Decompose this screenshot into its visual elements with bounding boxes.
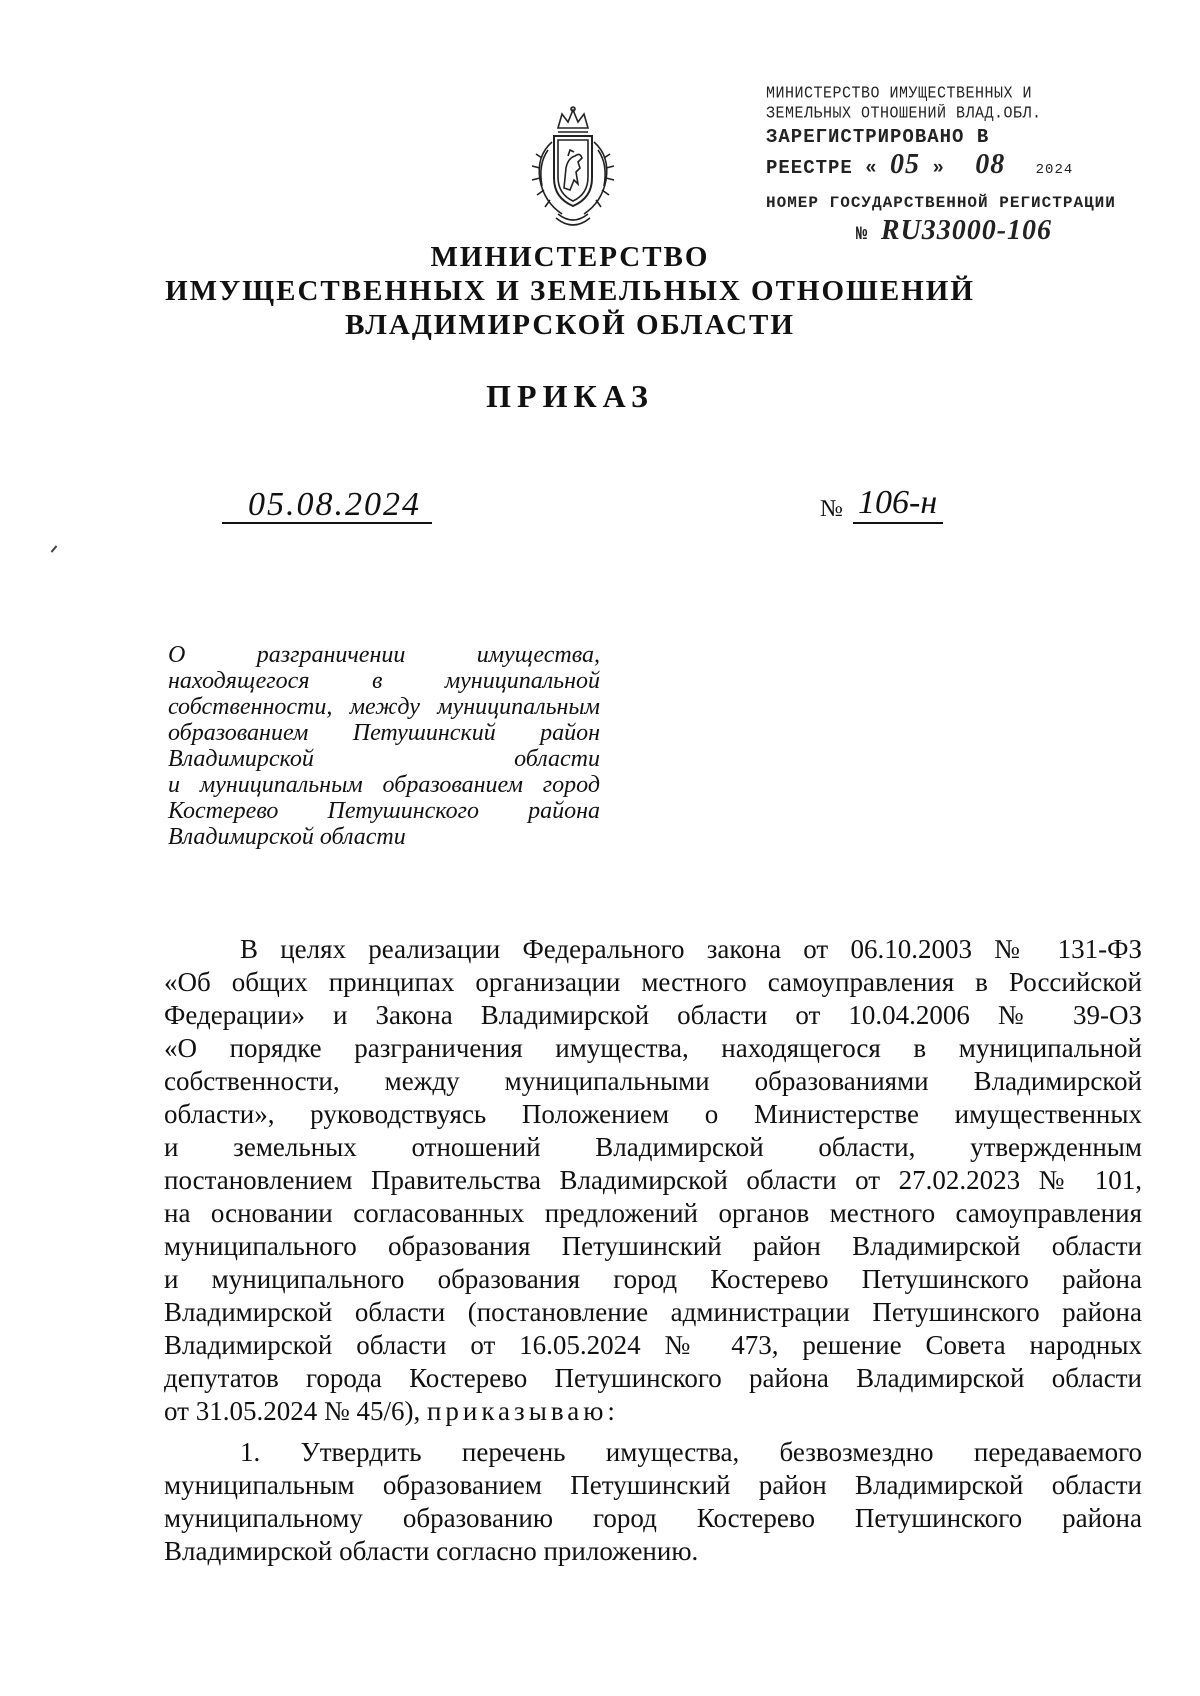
body-line: и земельных отношений Владимирской области, утвержденным <box>164 1132 1142 1162</box>
order-number-handwritten: 106-н <box>858 484 938 521</box>
order-verb-spaced: приказываю: <box>426 1396 619 1426</box>
stamp-line-3: ЗАРЕГИСТРИРОВАНО В <box>766 126 990 148</box>
ministry-header <box>0 240 1140 342</box>
stamp-month-handwritten: 08 <box>975 149 1006 180</box>
order-body <box>164 933 1142 1568</box>
subject-line: образованием Петушинский район <box>168 720 600 746</box>
stamp-line-4 <box>766 151 1176 184</box>
stamp-day-handwritten: 05 <box>890 149 921 180</box>
body-line: Федерации» и Закона Владимирской области от 10.04.2006 № 39-ОЗ <box>164 1000 1142 1030</box>
stamp-reg-number-handwritten: RU33000-106 <box>880 215 1053 246</box>
order-title: ПРИКАЗ <box>486 378 654 414</box>
point-line: муниципальным образованием Петушинский район Владимирской области <box>164 1470 1142 1500</box>
point-line: муниципальному образованию город Костерево Петушинского района <box>164 1503 1142 1533</box>
point-line: 1. Утвердить перечень имущества, безвозмездно передаваемого <box>240 1437 1142 1467</box>
body-line: «О порядке разграничения имущества, находящегося в муниципальной <box>164 1033 1142 1063</box>
stamp-year: 2024 <box>1035 162 1074 178</box>
subject-line: и муниципальным образованием город <box>168 772 600 798</box>
stamp-number-prefix: № <box>856 223 869 245</box>
body-line: «Об общих принципах организации местного самоуправления в Российской <box>164 967 1142 997</box>
body-line: постановлением Правительства Владимирской области от 27.02.2023 № 101, <box>164 1165 1142 1195</box>
subject-line: находящегося в муниципальной <box>168 668 600 694</box>
order-point-1 <box>164 1436 1142 1568</box>
body-final-prefix: от 31.05.2024 № 45/6), <box>164 1396 421 1426</box>
stray-mark <box>51 545 58 552</box>
body-line: В целях реализации Федерального закона от 06.10.2003 № 131-ФЗ <box>240 934 1142 964</box>
stamp-line-1: МИНИСТЕРСТВО ИМУЩЕСТВЕННЫХ И <box>766 84 1033 103</box>
order-number-label: № <box>820 496 843 522</box>
stamp-quote-close: » <box>932 157 945 179</box>
stamp-line-2: ЗЕМЕЛЬНЫХ ОТНОШЕНИЙ ВЛАД.ОБЛ. <box>766 104 1042 123</box>
subject-line: Костерево Петушинского района <box>168 798 600 824</box>
body-line: депутатов города Костерево Петушинского района Владимирской области <box>164 1363 1142 1393</box>
subject-line: собственности, между муниципальным <box>168 694 600 720</box>
subject-line: О разграничении имущества, <box>168 642 600 668</box>
subject-line: Владимирской области <box>168 746 600 772</box>
subject-line: Владимирской области <box>168 824 406 850</box>
body-line: муниципального образования Петушинский район Владимирской области <box>164 1231 1142 1261</box>
body-line: Владимирской области от 16.05.2024 № 473, решение Совета народных <box>164 1330 1142 1360</box>
body-line-final <box>164 1395 1142 1428</box>
body-line: на основании согласованных предложений органов местного самоуправления <box>164 1198 1142 1228</box>
coat-of-arms-emblem <box>518 106 628 234</box>
ministry-header-line-1: МИНИСТЕРСТВО <box>430 241 710 273</box>
body-line: области», руководствуясь Положением о Министерстве имущественных <box>164 1099 1142 1129</box>
body-line: Владимирской области (постановление администрации Петушинского района <box>164 1297 1142 1327</box>
preamble-paragraph <box>164 933 1142 1428</box>
order-subject <box>168 642 600 850</box>
order-date-handwritten: 05.08.2024 <box>248 486 421 523</box>
ministry-header-line-3: ВЛАДИМИРСКОЙ ОБЛАСТИ <box>345 309 795 341</box>
point-line: Владимирской области согласно приложению. <box>164 1536 699 1566</box>
stamp-line-5: НОМЕР ГОСУДАРСТВЕННОЙ РЕГИСТРАЦИИ <box>766 194 1116 212</box>
ministry-header-line-2: ИМУЩЕСТВЕННЫХ И ЗЕМЕЛЬНЫХ ОТНОШЕНИЙ <box>165 275 975 307</box>
body-line: собственности, между муниципальными образованиями Владимирской <box>164 1066 1142 1096</box>
body-line: и муниципального образования город Костерево Петушинского района <box>164 1264 1142 1294</box>
stamp-registry-prefix: РЕЕСТРЕ « <box>766 157 878 179</box>
registration-stamp <box>766 84 1176 248</box>
